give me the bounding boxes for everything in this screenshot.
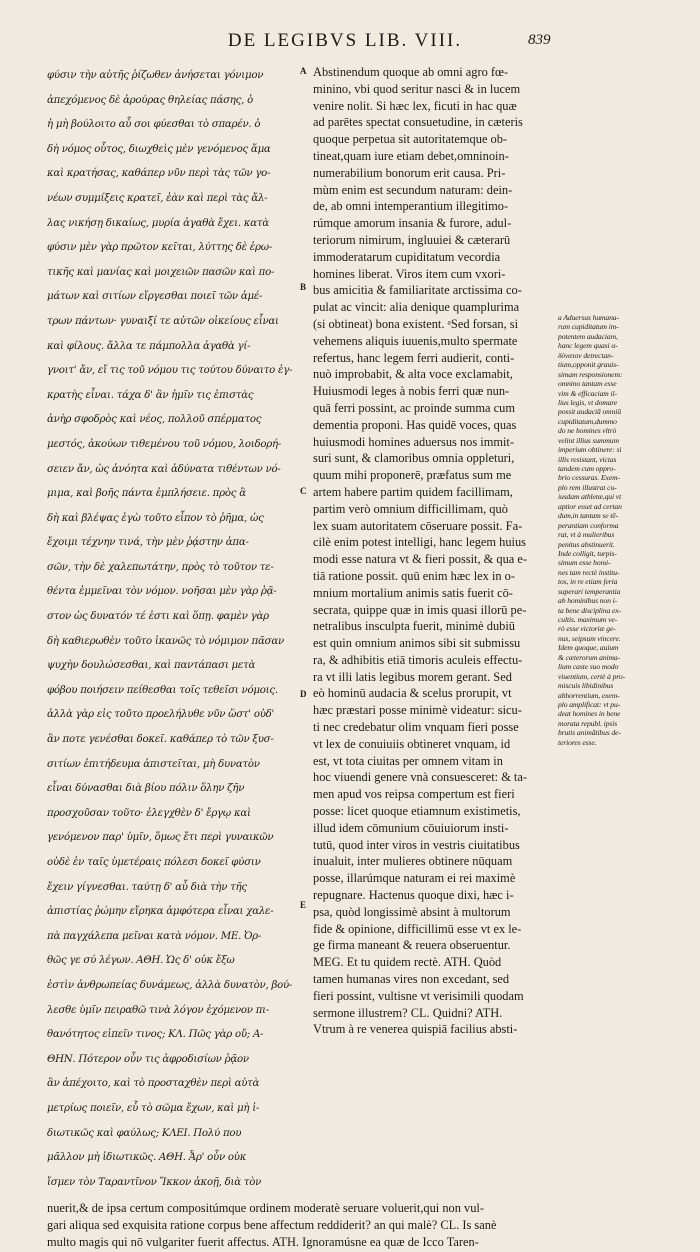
marginal-note-line: vim & efficaciam il- <box>558 388 617 398</box>
latin-text-line: ra, & adhibitis etiā timoris aculeis effectu- <box>313 652 523 667</box>
marginal-note-line: tandem cum oppro- <box>558 464 616 473</box>
greek-text-line: προσχοῦσαν τοῦτο· ἐλεγχθὲν δ' ἔργῳ καὶ <box>47 807 251 819</box>
section-letter-d: D <box>300 689 307 699</box>
latin-text-line: ti nec credebatur olim vnquam fieri posse <box>313 720 519 735</box>
latin-text-line: dementia proponi. Has quidē voces, quas <box>313 417 517 432</box>
latin-text-line: netralibus insculpta fuerit, minimè dubiū <box>313 619 515 634</box>
greek-text-line: μᾶλλον μὴ ἰδιωτικῶς. ΑΘΗ. Ἆρ' οὖν οὐκ <box>47 1152 247 1164</box>
greek-text-line: ἡ μὴ βούλοιτο αὖ σοι φύεσθαι τὸ σπαρέν. ὁ <box>47 119 261 131</box>
marginal-note-line: imperium obtinere: si <box>558 445 622 455</box>
marginal-note-line: & cæterorum anima- <box>558 652 621 662</box>
latin-text-line: pulat ac vincit: alia denique quamplurima <box>313 300 520 315</box>
latin-text-line: artem habere partim quidem facillimam, <box>313 484 513 499</box>
greek-text-line: ΘΗΝ. Πότερον οὖν τις ἀφροδισίων ῥᾷον <box>47 1053 249 1065</box>
latin-text-line: cilè enim potest intelligi, hanc legem huius <box>313 535 527 550</box>
marginal-note-line: rò esse victoriæ ge- <box>558 624 616 634</box>
latin-text-line: sermone illustrem? CL. Quidni? ATH. <box>313 1005 503 1020</box>
latin-text-line: vehemens aliquis iuuenis,multo spermate <box>313 333 518 348</box>
latin-text-line: illud idem cōmunium cōuiuiorum insti- <box>313 820 509 835</box>
marginal-note-line: nes tam rectè institu- <box>558 567 620 577</box>
latin-text-line: lex suam autoritatem cōseruare possit. Fa- <box>313 518 523 533</box>
latin-text-line: teriorum nimirum, ingluuiei & cæterarū <box>313 232 511 247</box>
marginal-note-line: ab hominibus non i- <box>558 596 618 606</box>
marginal-note-line: do ne homines vltrò <box>558 426 617 436</box>
marginal-note-line: aptior esset ad certan <box>558 501 622 511</box>
marginal-note-line: potentem audaciam, <box>558 331 618 341</box>
marginal-note-line: dum,in tantam se tē- <box>558 511 619 521</box>
latin-text-line: ge firma maneant & reuera obseruentur. <box>313 938 511 953</box>
latin-text-line: homines liberat. Viros item cum vxori- <box>313 266 506 281</box>
marginal-note-line: a Aduersus humana- <box>558 313 619 322</box>
greek-text-line: θῶς γε σύ λέγων. ΑΘΗ. Ὡς δ' οὐκ ἔξω <box>47 955 235 967</box>
greek-text-line: ἀλλὰ γὰρ εἰς τοῦτο προελήλυθε νῦν ὥστ' οὐδ' <box>47 709 275 721</box>
greek-text-line: καὶ φίλους. ἄλλα τε πάμπολλα ἀγαθὰ γί- <box>47 340 251 352</box>
latin-text-line: rúmque amorum insania & furore, adul- <box>313 216 512 231</box>
latin-text-line: men apud vos reipsa compertum est fieri <box>313 787 515 802</box>
greek-text-line: κρατὴς εἶναι. τάχα δ' ἂν ἡμῖν τις ἐπιστὰς <box>47 389 254 401</box>
marginal-note-line: rum cupiditatum im- <box>558 322 619 332</box>
latin-text-line: refertus, hanc legem ferri audierit, conti- <box>313 350 515 365</box>
latin-text-line: huiusmodi homines aduersus nos immit- <box>313 434 514 449</box>
greek-text-line: πὰ παγχάλεπα μεῖναι κατὰ νόμον. ΜΕ. Ὀρ- <box>47 930 262 942</box>
latin-text-line: modi esse natura vt & fieri possit, & qua e- <box>313 552 528 567</box>
latin-text-line: Vtrum à re venerea quispiā facilius absti- <box>313 1022 518 1037</box>
latin-text-line: ad parētes spectat consuetudine, in cæteris <box>313 115 523 130</box>
marginal-note-line: Inde colligit, turpis- <box>558 548 617 558</box>
greek-text-line: λεσθε ὑμῖν πειραθῶ τινὰ λόγον ἐχόμενον πι- <box>47 1004 270 1016</box>
greek-text-line: λας νικήσῃ δικαίως, μυρία ἀγαθὰ ἔχει. κατὰ <box>47 217 269 229</box>
latin-text-line: ra vt illi latis legibus morem gerant. Sed <box>313 669 512 684</box>
greek-text-line: ἴσμεν τὸν Ταραντῖνον Ἴκκον ἀκοῇ, διὰ τὸν <box>47 1176 262 1188</box>
greek-text-line: ἀπεχόμενος δὲ ἀρούρας θηλείας πάσης, ὁ <box>47 94 253 106</box>
greek-text-line: δὴ νόμος οὗτος, διωχθεὶς μὲν γενόμενος ἅμα <box>47 143 271 155</box>
greek-text-column <box>47 64 295 1195</box>
marginal-note-line: brio cessuras. Exem- <box>558 473 620 483</box>
latin-text-line: posse: licet quoque etiamnum existimetis, <box>313 804 521 819</box>
marginal-note-line: plo rem illustrat cu- <box>558 482 617 492</box>
latin-text-line: quā ferri possint, ac proinde summa cum <box>313 400 515 415</box>
greek-text-line: δὴ καὶ βλέψας ἐγὼ τοῦτο εἶπον τὸ ῥῆμα, ὡς <box>47 512 264 524</box>
marginal-note-line: lium caste suo modo <box>558 662 619 672</box>
latin-text-line: partim verò omnium difficillimam, quò <box>313 501 508 516</box>
marginal-note-line: tium,opponit grauis- <box>558 360 619 370</box>
greek-text-line: ἀπιστίας ῥώμην εἴρηκα ἀμφότερα εἶναι χαλε- <box>47 906 274 918</box>
marginal-note-line: possit audaciā omniū <box>558 407 621 417</box>
marginal-note-line: hanc legem quasi α- <box>558 341 618 351</box>
marginal-note-line: plo amplificat: vt pu- <box>558 699 621 709</box>
section-letter-c: C <box>300 486 307 496</box>
latin-text-line: venire nolit. Si hæc lex, ficuti in hac quæ <box>313 98 517 113</box>
marginal-note-line: simam responsionem: <box>558 369 623 379</box>
marginal-note-line: illis resistant, victas <box>558 454 617 464</box>
latin-text-line: tamen humanas vires non excedant, sed <box>313 972 510 987</box>
latin-text-line: numerabilium bonorum erit causa. Pri- <box>313 165 506 180</box>
latin-text-column <box>313 64 553 1038</box>
greek-text-line: τρων πάντων· γυναιξί τε αὐτῶν οἰκείους εἶναι <box>47 315 279 327</box>
greek-text-line: ἔχοιμι τέχνην τινά, τὴν μὲν ῥᾴστην ἀπα- <box>47 537 249 549</box>
greek-text-line: ἀνὴρ σφοδρὸς καὶ νέος, πολλοῦ σπέρματος <box>47 414 262 426</box>
greek-text-line: μετρίως ποιεῖν, εὖ τὸ σῶμα ἔχων, καὶ μὴ ἰ- <box>47 1102 260 1114</box>
greek-text-line: σιτίων ἐπιτήδευμα ἀπιστεῖται, μὴ δυνατὸν <box>47 758 260 770</box>
latin-text-line: quum mihi proponerē, præfatus sum me <box>313 468 512 483</box>
latin-text-line: (si obtineat) bona existent. ᵃSed forsan, si <box>313 316 519 331</box>
latin-text-line: hoc viuendi genere vnà consuesceret: & ta- <box>313 770 527 785</box>
greek-text-line: φόβου ποιήσειν πείθεσθαι τοῖς τεθεῖσι νόμοις. <box>47 684 278 696</box>
latin-text-line: fide & opinione, difficillimū esse vt ex le- <box>313 921 522 936</box>
latin-text-line: minino, vbi quod seritur nasci & in lucem <box>313 81 521 96</box>
marginal-note-line: tos, in re etiam feria <box>558 577 618 587</box>
latin-text-line: Abstinendum quoque ab omni agro fœ- <box>313 65 509 79</box>
latin-text-line: psa, quòd longissimè absint à multorum <box>313 904 511 919</box>
greek-text-line: οὐδὲ ἐν ταῖς ὑμετέραις πόλεσι δοκεῖ φύσιν <box>47 857 261 868</box>
marginal-note-line: Idem quoque, auium <box>558 643 619 653</box>
latin-text-line: MEG. Et tu quidem rectè. ATH. Quòd <box>313 955 502 970</box>
latin-text-line: eò hominū audacia & scelus prorupit, vt <box>313 686 512 701</box>
greek-text-line: ψυχὴν δουλώσεσθαι, καὶ παντάπασι μετὰ <box>47 660 256 672</box>
marginal-note-line: cupiditatum,dummo <box>558 416 617 426</box>
latin-text-line: vt lex de conuiuiis obtineret vnquam, id <box>313 736 511 751</box>
latin-text-line: quoque perpetua sit autoritatemque ob- <box>313 132 508 147</box>
marginal-note-line: omnino tantam esse <box>558 379 617 389</box>
marginal-note-line: deat homines in bene <box>558 709 621 719</box>
greek-text-line: τικῆς καὶ μανίας καὶ μοιχειῶν πασῶν καὶ πο- <box>47 266 275 278</box>
latin-text-line: Huiusmodi leges à nobis ferri quæ nun- <box>313 384 510 399</box>
greek-text-line: θέντα ἐμμεῖναι τὸν νόμον. νοῆσαι μὲν γὰρ ῥᾷ- <box>47 586 277 598</box>
latin-text-line: immoderatarum cupiditatum vecordia <box>313 249 501 264</box>
greek-text-line: φύσιν τὴν αὐτῆς ῥίζωθεν ἀνήσεται γόνιμον <box>47 70 264 81</box>
greek-text-line: γενόμενον παρ' ὑμῖν, ὅμως ἔτι περὶ γυναικῶν <box>47 832 274 844</box>
latin-text-line: nuò improbabit, & alta voce exclamabit, <box>313 367 513 382</box>
greek-text-line: σειεν ἄν, ὡς ἀνόητα καὶ ἀδύνατα τιθέντων νό- <box>47 463 281 475</box>
greek-text-line: γνοιτ' ἄν, εἴ τις τοῦ νόμου τις τούτου δύναιτο ἐγ- <box>47 365 293 377</box>
greek-text-line: σῶν, τὴν δὲ χαλεπωτάτην, πρὸς τὸ τοῦτον τε- <box>47 561 274 573</box>
marginal-note-line: perantiam conforma <box>558 520 619 530</box>
greek-text-line: θανότητος εἰπεῖν τινος; ΚΛ. Πῶς γὰρ οὔ; Α- <box>47 1029 264 1041</box>
marginal-note-line: ta bene disciplina ex- <box>558 605 621 615</box>
latin-text-line: tineat,quam iure etiam debet,omninoin- <box>313 148 509 163</box>
latin-text-line: inualuit, inter mulieres obtinere nūquam <box>313 854 513 869</box>
marginal-note-line: brutis animātibus de- <box>558 728 621 738</box>
greek-text-line: ἂν ἀπέχοιτο, καὶ τὸ προσταχθὲν περὶ αὐτὰ <box>47 1078 260 1090</box>
section-letter-b: B <box>300 282 307 292</box>
section-letter-a: A <box>300 66 307 76</box>
latin-text-line: fieri possint, vultisne vt verisimili quodam <box>313 988 524 1003</box>
greek-text-line: ἂν ποτε γενέσθαι δοκεῖ. καθάπερ τὸ τῶν ξυσ- <box>47 734 274 746</box>
marginal-note-line: lius legis, vt domare <box>558 397 618 407</box>
greek-text-line: φύσιν μὲν γὰρ πρῶτον κεῖται, λύττης δὲ ἐρω- <box>47 242 273 254</box>
latin-text-line: repugnare. Hactenus quoque dixi, hæc i- <box>313 888 514 903</box>
marginal-note-line: iusdam athletæ,qui vt <box>558 492 622 502</box>
latin-text-line: tiā ratione possit. quū enim hæc lex in o- <box>313 568 516 583</box>
section-letter-e: E <box>300 900 307 910</box>
marginal-note-line: abhorrentium, exem- <box>558 690 620 700</box>
latin-text-line: hæc præstari posse minimè videatur: sicu- <box>313 703 522 718</box>
greek-text-line: μεστός, ἀκούων τιθεμένου τοῦ νόμου, λοιδορή- <box>47 438 282 450</box>
marginal-note-line: miscuis libidinibus <box>558 681 614 691</box>
latin-text-line: multo magis qui nō vulgariter fuerit affectus. ATH. Ignoramúsne ea quæ de Icco Taren- <box>47 1235 479 1250</box>
latin-text-line: gari aliqua sed exquisita ratione corpus bene affectum reddiderit? an qui malè? CL. Is sanè <box>47 1217 497 1232</box>
latin-text-line: mùm enim est secundum naturam: dein- <box>313 182 513 197</box>
greek-text-line: δὴ καθιερωθὲν τοῦτο ἱκανῶς τὸ νόμιμον πᾶσαν <box>47 635 284 647</box>
greek-text-line: ἔχειν γίγνεσθαι. ταύτῃ δ' αὖ διὰ τὴν τῆς <box>47 881 247 893</box>
greek-text-line: καὶ κρατήσας, καθάπερ νῦν περὶ τὰς τῶν γο- <box>47 168 271 180</box>
latin-text-line: mnium mortalium animis satis fuerit cō- <box>313 585 513 600</box>
marginal-note-line: δύνατον detrectan- <box>558 350 614 360</box>
greek-text-line: στον ὡς δυνατόν τέ ἐστι καὶ ὅπῃ. φαμὲν γὰρ <box>47 611 269 623</box>
marginal-note-line: rat, vt à mulieribus <box>558 530 615 540</box>
greek-text-line: ἐστὶν ἀνθρωπείας δυνάμεως, ἀλλὰ δυνατὸν, βού- <box>47 979 293 991</box>
full-width-paragraph <box>47 1200 553 1252</box>
running-header-title: DE LEGIBVS LIB. VIII. <box>227 30 463 51</box>
marginal-note-line: teriores esse. <box>558 737 597 747</box>
latin-text-line: tutū, quod inter viros in vestris ciuitatibus <box>313 837 520 852</box>
greek-text-line: μιμα, καὶ βοῆς πάντα ἐμπλήσειε. πρὸς ἃ <box>47 488 246 500</box>
marginal-note-line: cultis. maximum ve- <box>558 615 618 624</box>
latin-text-line: secrata, quippe quæ in imis quasi illorū pe- <box>313 602 527 617</box>
greek-text-line: διωτικῶς καὶ φαύλως; ΚΛΕΙ. Πολύ που <box>47 1127 242 1139</box>
marginal-note-line: velint illius summum <box>558 435 619 445</box>
marginal-notes <box>558 313 694 747</box>
latin-text-line: nuerit,& de ipsa certum compositúmque ordinem moderatè seruare voluerit,qui non vul- <box>47 1200 484 1215</box>
latin-text-line: suri sunt, & clamoribus omnia oppleturi, <box>313 451 515 466</box>
page-number: 839 <box>528 32 551 48</box>
latin-text-line: bus amicitia & familiaritate arctissima co- <box>313 283 522 298</box>
greek-text-line: μάτων καὶ σιτίων εἴργεσθαι ποιεῖ τῶν ἀμέ- <box>47 291 263 303</box>
marginal-note-line: simum esse homi- <box>558 558 611 568</box>
greek-text-line: εἶναι δύνασθαι διὰ βίου πόλιν ὅλην ζῆν <box>47 783 245 795</box>
latin-text-line: est quin omnium animos sibi sit submissu <box>313 636 521 651</box>
marginal-note-line: superari temperantia <box>558 586 621 596</box>
marginal-note-line: nus, seipsum vincere. <box>558 633 621 643</box>
marginal-note-line: viuentium, certè à pro- <box>558 671 626 681</box>
latin-text-line: de, ab omni intemperantium illegitimo- <box>313 199 509 214</box>
marginal-note-line: morata republ. ipsis <box>558 718 618 728</box>
latin-text-line: posse, illarúmque naturam ei rei maximè <box>313 871 516 886</box>
latin-text-line: est, vt tota ciuitas per omnem vitam in <box>313 753 503 768</box>
marginal-note-line: penitus abstinuerit. <box>558 539 615 549</box>
greek-text-line: νέων συμμίξεις κρατεῖ, ἐὰν καὶ περὶ τὰς ἄλ- <box>47 192 268 204</box>
